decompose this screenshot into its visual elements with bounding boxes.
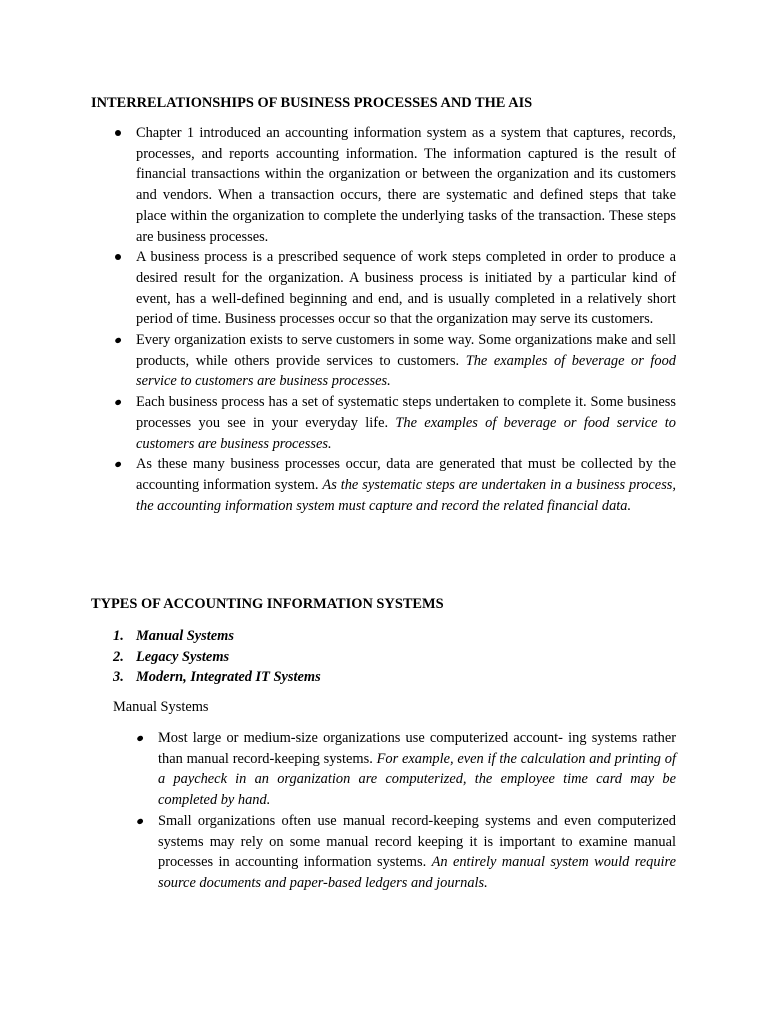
bullet-italic-text: The examples of beverage or food service to customers are business processes. xyxy=(136,414,676,452)
list-item xyxy=(136,454,676,516)
bullet-italic-text: As the systematic steps are undertaken in a business process, the accounting information system must capture and record the related financial data. xyxy=(136,476,676,514)
section-heading-types: TYPES OF ACCOUNTING INFORMATION SYSTEMS xyxy=(91,596,444,612)
bullet-text: Most large or medium-size organizations use computerized account- ing systems rather than manual record-keeping systems. xyxy=(158,730,676,767)
bullet-italic-text: For example, even if the calculation and printing of a paycheck in an organization are computerized, the employee time card may be completed by hand. xyxy=(158,750,677,809)
type-label: Manual Systems xyxy=(136,628,234,644)
bullet-text: As these many business processes occur, data are generated that must be collected by the accounting information system. xyxy=(136,456,676,493)
list-item xyxy=(113,626,513,647)
list-item xyxy=(113,667,513,688)
list-number: 1. xyxy=(113,628,124,644)
interrelationships-bullet-list xyxy=(136,123,676,516)
list-number: 2. xyxy=(113,648,124,665)
bullet-text: Small organizations often use manual record-keeping systems and even computerized systems may rely on some manual record keeping it is important to examine manual processes in accounting information systems. xyxy=(158,812,676,871)
type-label: Legacy Systems xyxy=(136,648,230,665)
bullet-text: Every organization exists to serve customers in some way. Some organizations make and sell products, while others provide services to customers. xyxy=(136,332,676,369)
bullet-text: A business process is a prescribed sequence of work steps completed in order to produce a desired result for the organization. A business process is initiated by a particular kind of event, has a well-defined beginning and end, and is usually completed in a relatively short period of time. Business processes occur so that the organization may serve its customers. xyxy=(136,249,676,328)
subheading-manual-systems: Manual Systems xyxy=(113,699,209,715)
section-heading-interrelationships: INTERRELATIONSHIPS OF BUSINESS PROCESSES AND THE AIS xyxy=(91,95,533,111)
list-item xyxy=(113,647,513,668)
list-item xyxy=(136,392,676,454)
list-item xyxy=(136,330,676,392)
bullet-italic-text: The examples of beverage or food service to customers are business processes. xyxy=(136,352,676,390)
list-item xyxy=(158,728,676,811)
type-label: Modern, Integrated IT Systems xyxy=(136,669,321,686)
list-item xyxy=(136,123,676,247)
list-item xyxy=(136,247,676,330)
bullet-text: Chapter 1 introduced an accounting information system as a system that captures, records, processes, and reports accounting information. The information captured is the result of financial transactions within the organization or between the organization and its customers and vendors. When a transaction occurs, there are systematic and defined steps that take place within the organization to complete the underlying tasks of the transaction. These steps are business processes. xyxy=(136,125,676,245)
manual-systems-bullet-list xyxy=(158,728,676,894)
list-number: 3. xyxy=(113,669,124,686)
bullet-text: Each business process has a set of systematic steps undertaken to complete it. Some business processes you see in your everyday life. xyxy=(136,394,676,431)
list-item xyxy=(158,811,676,894)
bullet-italic-text: An entirely manual system would require source documents and paper-based ledgers and journals. xyxy=(158,854,676,891)
types-numbered-list xyxy=(113,626,513,688)
